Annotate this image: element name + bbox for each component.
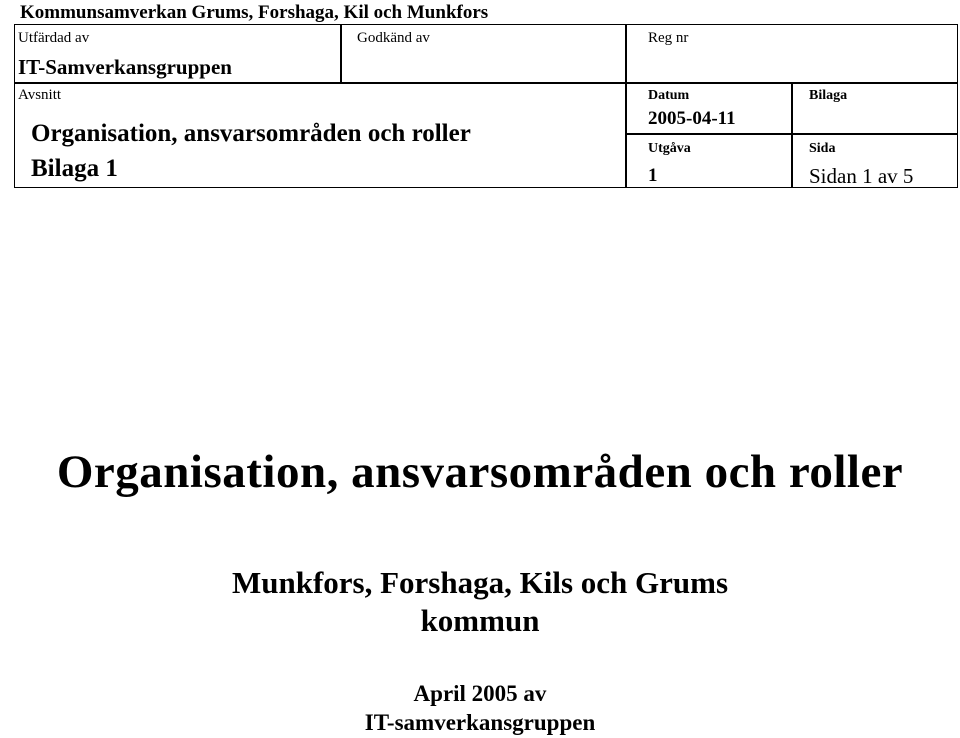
footer-line-2: IT-samverkansgruppen: [364, 710, 596, 735]
issued-by-value: IT-Samverkansgruppen: [18, 55, 232, 79]
reg-no-label: Reg nr: [648, 30, 689, 46]
issued-by-label: Utfärdad av: [18, 30, 90, 46]
section-label: Avsnitt: [18, 87, 62, 103]
document-subtitle-line-2: kommun: [420, 603, 540, 638]
date-label: Datum: [648, 88, 690, 103]
page-label: Sida: [809, 141, 836, 156]
organization-title: Kommunsamverkan Grums, Forshaga, Kil och Munkfors: [20, 2, 489, 23]
edition-label: Utgåva: [648, 141, 691, 156]
divider: [14, 82, 958, 84]
approved-by-label: Godkänd av: [357, 30, 430, 46]
footer-line-1: April 2005 av: [413, 681, 547, 706]
divider: [791, 83, 793, 188]
document-title: Organisation, ansvarsområden och roller: [56, 446, 904, 498]
divider: [625, 133, 958, 135]
divider: [625, 24, 627, 188]
document-subtitle-line-1: Munkfors, Forshaga, Kils och Grums: [231, 565, 729, 600]
section-subtitle: Bilaga 1: [31, 155, 118, 182]
divider: [340, 24, 342, 83]
section-title: Organisation, ansvarsområden och roller: [31, 120, 471, 147]
appendix-label: Bilaga: [809, 88, 848, 103]
page-value: Sidan 1 av 5: [809, 164, 914, 188]
edition-value: 1: [648, 165, 658, 186]
date-value: 2005-04-11: [648, 108, 736, 129]
